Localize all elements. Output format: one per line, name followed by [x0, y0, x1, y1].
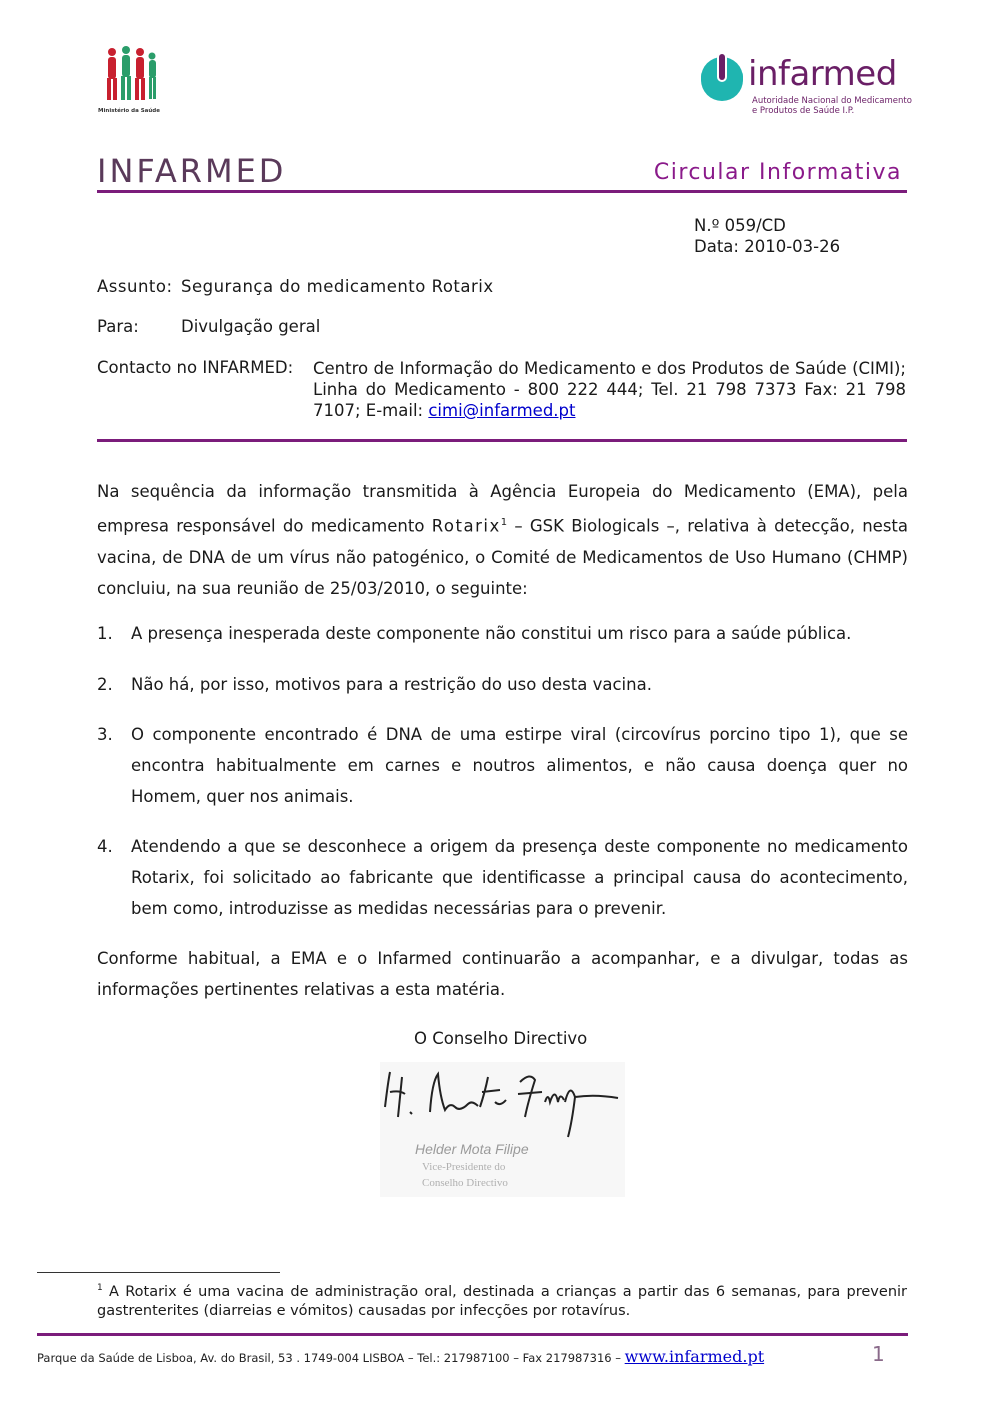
footer-website-link[interactable]: www.infarmed.pt	[624, 1347, 765, 1366]
footnote-ref: 1	[500, 517, 508, 528]
list-item-text: Atendendo a que se desconhece a origem da presença deste componente no medicamento Rotarix, foi solicitado ao fabricante que identificasse a principal causa do acontecimento, bem como, introduzisse as medidas necessárias para o prevenir.	[131, 837, 908, 918]
document-type: Circular Informativa	[653, 160, 902, 185]
subject-value: Segurança do medicamento Rotarix	[181, 277, 494, 296]
list-item-number: 4.	[97, 837, 113, 856]
meta-divider	[97, 439, 907, 442]
signature-role-1: Vice-Presidente do	[422, 1161, 506, 1173]
list-item-text: A presença inesperada deste componente não constitui um risco para a saúde pública.	[131, 624, 852, 643]
page-title: INFARMED	[97, 152, 287, 190]
signature-name: Helder Mota Filipe	[415, 1141, 529, 1157]
page-number: 1	[872, 1342, 885, 1366]
footnote-text: A Rotarix é uma vacina de administração oral, destinada a crianças a partir das 6 semanas, para prevenir gastrenterites (diarreias e vómitos) causadas por infecções por rotavírus.	[97, 1283, 907, 1319]
signoff: O Conselho Directivo	[414, 1029, 588, 1048]
intro-product: Rotarix	[431, 516, 501, 536]
list-item-number: 3.	[97, 725, 113, 744]
signature-image	[360, 1062, 630, 1202]
footnote	[97, 1279, 907, 1321]
intro-paragraph	[97, 476, 908, 604]
infarmed-logo-wordmark: infarmed	[748, 54, 897, 94]
footnote-divider	[37, 1272, 280, 1273]
infarmed-logo-subtitle-2: e Produtos de Saúde I.P.	[752, 106, 855, 116]
intro-text-a: Na sequência da informação transmitida à Agência Europeia do Medicamento (EMA), pela empresa responsável do medicamento	[97, 482, 908, 536]
contact-label: Contacto no INFARMED:	[97, 358, 294, 377]
subject-label: Assunto:	[97, 277, 173, 296]
header-divider	[97, 190, 907, 193]
footnote-number: 1	[97, 1283, 103, 1293]
contact-value	[313, 358, 906, 421]
recipient-value: Divulgação geral	[181, 317, 321, 336]
signature-role-2: Conselho Directivo	[422, 1177, 508, 1189]
circular-number: N.º 059/CD	[694, 216, 786, 235]
list-item-number: 1.	[97, 624, 113, 643]
intro-text-b: – GSK Biologicals –, relativa à detecção, nesta vacina, de DNA de um vírus não patogénico, o Comité de Medicamentos de Uso Humano (CHMP) concluiu, na sua reunião de 25/03/2010, o seguinte:	[97, 516, 908, 598]
ministry-caption: Ministério da Saúde	[98, 108, 160, 114]
contact-text: Centro de Informação do Medicamento e dos Produtos de Saúde (CIMI); Linha do Medicamento - 800 222 444; Tel. 21 798 7373 Fax: 21 798 7107; E-mail:	[313, 359, 906, 420]
footer-divider	[37, 1333, 908, 1336]
footer-address-text: Parque da Saúde de Lisboa, Av. do Brasil, 53 . 1749-004 LISBOA – Tel.: 217987100 – Fax 217987316 –	[37, 1351, 625, 1365]
infarmed-logo-icon	[697, 50, 747, 102]
contact-email-link[interactable]: cimi@infarmed.pt	[428, 401, 576, 420]
closing-paragraph: Conforme habitual, a EMA e o Infarmed continuarão a acompanhar, e a divulgar, todas as informações pertinentes relativas a esta matéria.	[97, 949, 908, 999]
circular-date: Data: 2010-03-26	[694, 237, 841, 256]
list-item-number: 2.	[97, 675, 113, 694]
list-item-text: Não há, por isso, motivos para a restrição do uso desta vacina.	[131, 675, 652, 694]
list-item-text: O componente encontrado é DNA de uma estirpe viral (circovírus porcino tipo 1), que se encontra habitualmente em carnes e noutros alimentos, e não causa doença quer no Homem, quer nos animais.	[131, 725, 908, 806]
recipient-label: Para:	[97, 317, 139, 336]
footer-address	[37, 1347, 764, 1366]
infarmed-logo-subtitle-1: Autoridade Nacional do Medicamento	[752, 96, 912, 106]
